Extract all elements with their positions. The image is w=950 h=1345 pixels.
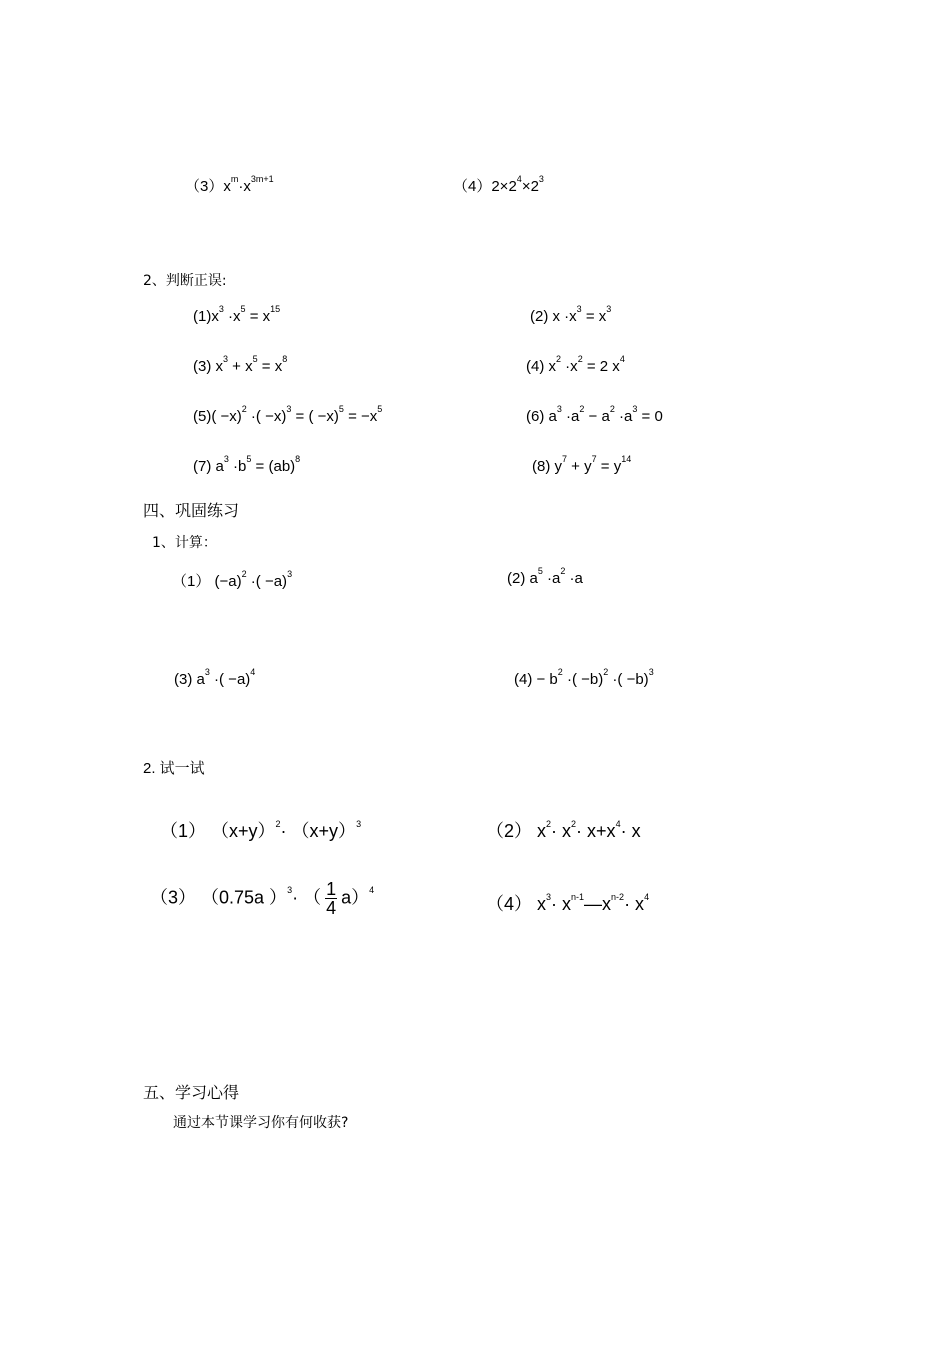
judge-item-4: (4) $x^2 \cdot x^2 = 2$ $x^4$ — [526, 354, 625, 375]
judge-item-8: (8) $y^7 + y^7 = y^{14}$ — [532, 454, 632, 475]
judge-item-2: (2) $x \cdot x^3 = x^3$ — [530, 304, 612, 325]
judge-item-3: (3) $x^3 + x^5 = x^8$ — [193, 354, 288, 375]
calc-item-1: （1） $(-a)^2$ ·( −a)$^3$ — [172, 569, 293, 590]
problem-top-3: $(3)x^m\cdot x^{3m+1}$ — [185, 174, 274, 195]
calc-item-4: $(4) - b^2$ ·( −b)$^2$ ·( −b)$^3$ — [514, 667, 654, 688]
reflection-question: 通过本节课学习你有何收获? — [173, 1115, 349, 1131]
try-item-4: （4） $x^3\cdot$ $x^{n-1}—x^{n-2}\cdot x^4$ — [486, 892, 650, 914]
problem-top-4: $(4)2\times 2^4\times 2^3$ — [453, 174, 544, 195]
judge-item-1: $(1)x^3 \cdot x^5 = x^{15}$ — [193, 304, 281, 325]
exercise-2-title: 2. 试一试 — [143, 760, 205, 777]
try-item-2: （2） $x^2\cdot x^2\cdot x+x^4\cdot x$ — [486, 819, 641, 841]
try-item-1: （1） $(x+y)^2\cdot (x+y)^3$ — [160, 819, 362, 841]
calc-item-3: (3) $a^3$ ·( −a)$^4$ — [174, 667, 256, 688]
calc-item-2: (2) $a^5 \cdot a^2 \cdot a$ — [507, 566, 583, 587]
section-5-heading: 五、学习心得 — [143, 1083, 240, 1102]
fraction-one-quarter: $\frac{1}{4}$ — [326, 879, 337, 918]
exercise-1-title: 1、计算： — [152, 535, 217, 551]
section-2-title: 2、判断正误: — [143, 273, 227, 289]
try-item-3: （3） （0.75a ）$^3$· （ $\frac{1}{4}$ a）$^4$ — [150, 879, 375, 918]
judge-item-6: (6) $a^3 \cdot a^2 - a^2 \cdot a^3 = 0$ — [526, 404, 663, 425]
judge-item-7: (7) $a^3 \cdot b^5 = (ab)^8$ — [193, 454, 301, 475]
judge-item-5: $(5)( -x)^2$ ·( −x)$^3$ = ( $-x)^5 = -x^5$ — [193, 404, 383, 425]
section-4-heading: 四、巩固练习 — [143, 501, 240, 520]
